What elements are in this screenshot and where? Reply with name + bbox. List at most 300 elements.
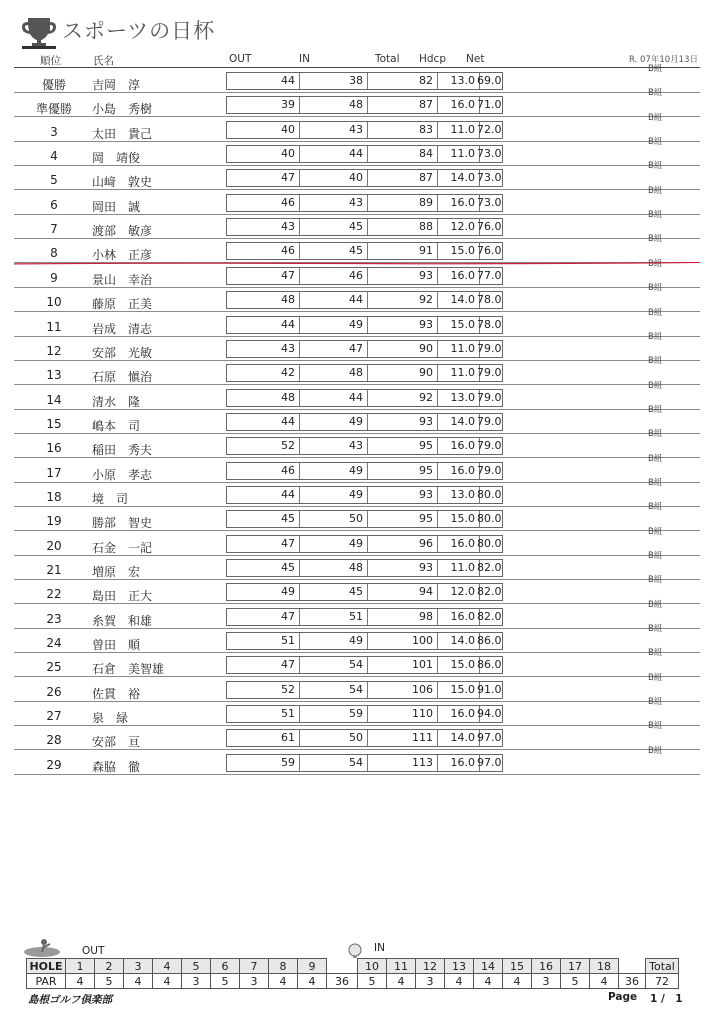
result-row [0, 745, 724, 775]
total-label: Total [646, 959, 679, 974]
player-name: 佐貫 裕 [92, 686, 141, 701]
total-score: 92 [419, 390, 433, 404]
net-score: 82.0 [477, 585, 502, 599]
hdcp-value: 13.0 [450, 390, 475, 404]
score-box [226, 194, 503, 212]
in-score: 48 [349, 366, 363, 380]
hdcp-value: 16.0 [450, 609, 475, 623]
result-row [0, 380, 724, 410]
group-label: B組 [648, 258, 663, 269]
player-name: 景山 幸治 [92, 272, 153, 287]
col-hdcp-header: Hdcp [419, 53, 446, 65]
net-score: 79.0 [477, 439, 502, 453]
total-score: 96 [419, 536, 433, 550]
rank-cell: 21 [46, 563, 62, 577]
net-score: 79.0 [477, 463, 502, 477]
net-score: 79.0 [477, 414, 502, 428]
group-label: B組 [648, 210, 663, 221]
score-box [226, 681, 503, 699]
out-score: 48 [281, 390, 295, 404]
hole-cell: 14 [474, 959, 503, 974]
hole-cell: 16 [532, 959, 561, 974]
player-name: 小林 正彦 [92, 248, 153, 263]
rank-cell: 8 [50, 246, 58, 261]
out-score: 48 [281, 293, 295, 307]
net-score: 76.0 [477, 244, 502, 258]
col-net-header: Net [466, 53, 485, 65]
rank-cell: 6 [50, 197, 58, 212]
group-label: B組 [648, 112, 663, 123]
out-score: 61 [281, 731, 295, 745]
in-score: 49 [349, 487, 363, 501]
result-row [0, 283, 724, 312]
total-score: 88 [419, 220, 433, 234]
net-score: 80.0 [477, 487, 502, 501]
score-box [226, 413, 503, 431]
net-score: 69.0 [477, 74, 502, 87]
par-cell: 5 [211, 974, 240, 989]
out-score: 44 [281, 487, 295, 501]
net-score: 79.0 [477, 366, 502, 380]
header-divider [14, 67, 700, 68]
par-table [26, 958, 679, 989]
result-row [0, 88, 724, 117]
out-score: 59 [281, 755, 295, 769]
group-label: B組 [648, 234, 663, 245]
page-number: 1 / 1 [650, 993, 683, 1005]
score-box [226, 364, 503, 382]
result-row [0, 161, 724, 190]
par-cell: 4 [387, 974, 416, 989]
in-score: 43 [349, 195, 363, 209]
hole-cell: 15 [503, 959, 532, 974]
player-name: 勝部 智史 [92, 516, 153, 531]
out-score: 49 [281, 585, 295, 599]
group-label: B組 [648, 429, 663, 440]
player-name: 安部 光敏 [92, 345, 153, 360]
result-row [0, 721, 724, 750]
net-score: 78.0 [477, 293, 502, 307]
result-row [0, 137, 724, 166]
total-score: 93 [419, 487, 433, 501]
hole-cell: 12 [416, 959, 445, 974]
group-label: B組 [648, 697, 663, 708]
out-score: 47 [281, 536, 295, 550]
group-label: B組 [648, 599, 663, 610]
score-box [226, 218, 503, 236]
total-score: 100 [412, 634, 433, 648]
player-name: 岡 靖俊 [92, 151, 141, 166]
par-cell: 3 [416, 974, 445, 989]
hole-cell: 7 [240, 959, 269, 974]
hdcp-value: 11.0 [450, 561, 475, 574]
score-box [226, 632, 503, 650]
par-cell: 4 [269, 974, 298, 989]
total-score: 95 [419, 512, 433, 526]
out-score: 45 [281, 512, 295, 526]
out-score: 47 [281, 268, 295, 282]
net-score: 79.0 [477, 341, 502, 355]
in-total-blank [619, 959, 646, 974]
in-score: 44 [349, 147, 363, 161]
result-row [0, 502, 724, 531]
group-label: B組 [648, 502, 663, 513]
score-box [226, 437, 503, 455]
out-score: 44 [281, 74, 295, 87]
group-label: B組 [648, 356, 663, 367]
score-box [226, 145, 503, 163]
rank-cell: 9 [50, 270, 58, 285]
par-cell: 4 [474, 974, 503, 989]
group-label: B組 [648, 137, 663, 148]
rank-cell: 20 [46, 538, 62, 553]
player-name: 森脇 徹 [92, 759, 141, 774]
out-score: 44 [281, 317, 295, 331]
hdcp-value: 14.0 [450, 414, 475, 428]
out-score: 45 [281, 561, 295, 574]
hdcp-value: 16.0 [450, 463, 475, 477]
player-name: 稲田 秀夫 [92, 443, 153, 458]
score-box [226, 169, 503, 187]
total-score: 90 [419, 366, 433, 380]
net-score: 86.0 [477, 658, 502, 672]
group-label: B組 [648, 64, 663, 74]
score-box [226, 559, 503, 577]
in-score: 44 [349, 293, 363, 307]
in-score: 54 [349, 755, 363, 769]
rank-cell: 11 [46, 319, 62, 334]
in-score: 43 [349, 122, 363, 136]
result-row [0, 112, 724, 142]
total-score: 110 [412, 707, 433, 721]
hole-cell: 9 [298, 959, 327, 974]
total-score: 93 [419, 561, 433, 574]
rank-cell: 18 [46, 489, 62, 504]
group-label: B組 [648, 88, 663, 99]
hdcp-value: 16.0 [450, 755, 475, 769]
hdcp-value: 14.0 [450, 731, 475, 745]
hole-cell: 1 [66, 959, 95, 974]
group-label: B組 [648, 380, 663, 391]
hole-cell: 6 [211, 959, 240, 974]
hdcp-value: 12.0 [450, 220, 475, 234]
rank-cell: 13 [46, 368, 62, 383]
par-total: 72 [646, 974, 679, 989]
hdcp-value: 15.0 [450, 512, 475, 526]
result-row [0, 429, 724, 458]
out-score: 51 [281, 634, 295, 648]
player-name: 石倉 美智雄 [92, 662, 165, 677]
total-score: 87 [419, 98, 433, 112]
rank-cell: 28 [46, 733, 62, 748]
player-name: 境 司 [92, 491, 129, 506]
player-name: 小島 秀樹 [92, 102, 153, 117]
result-row [0, 404, 724, 434]
group-label: B組 [648, 185, 663, 196]
total-score: 93 [419, 317, 433, 331]
hdcp-value: 11.0 [450, 341, 475, 355]
in-score: 49 [349, 463, 363, 477]
result-row [0, 258, 724, 288]
total-score: 83 [419, 122, 433, 136]
total-score: 101 [412, 658, 433, 672]
total-score: 93 [419, 268, 433, 282]
rank-cell: 14 [46, 392, 62, 407]
rank-cell: 22 [46, 587, 62, 602]
par-out-total: 36 [327, 974, 358, 989]
score-box [226, 583, 503, 601]
result-row [0, 599, 724, 629]
out-score: 47 [281, 171, 295, 185]
score-box [226, 705, 503, 723]
hole-cell: 2 [95, 959, 124, 974]
hdcp-value: 11.0 [450, 366, 475, 380]
score-box [226, 462, 503, 480]
par-cell: 3 [240, 974, 269, 989]
total-score: 95 [419, 463, 433, 477]
par-cell: 4 [503, 974, 532, 989]
net-score: 79.0 [477, 390, 502, 404]
total-score: 94 [419, 585, 433, 599]
player-name: 太田 貴己 [92, 126, 153, 141]
in-score: 49 [349, 414, 363, 428]
trophy-icon [18, 14, 60, 50]
score-box [226, 535, 503, 553]
group-label: B組 [648, 161, 663, 172]
score-box [226, 121, 503, 139]
total-score: 98 [419, 609, 433, 623]
hole-cell: 11 [387, 959, 416, 974]
out-score: 52 [281, 682, 295, 696]
hdcp-value: 15.0 [450, 658, 475, 672]
in-label: IN [374, 942, 385, 954]
net-score: 97.0 [477, 731, 502, 745]
player-name: 安部 亘 [92, 735, 141, 750]
par-cell: 4 [445, 974, 474, 989]
group-label: B組 [648, 526, 663, 537]
net-score: 82.0 [477, 561, 502, 574]
in-score: 43 [349, 439, 363, 453]
score-box [226, 389, 503, 407]
hole-cell: 10 [358, 959, 387, 974]
hole-cell: 4 [153, 959, 182, 974]
hdcp-value: 14.0 [450, 634, 475, 648]
hdcp-value: 12.0 [450, 585, 475, 599]
net-score: 73.0 [477, 195, 502, 209]
total-score: 111 [412, 731, 433, 745]
score-box [226, 291, 503, 309]
out-score: 39 [281, 98, 295, 112]
in-score: 54 [349, 682, 363, 696]
hdcp-value: 14.0 [450, 171, 475, 185]
net-score: 73.0 [477, 171, 502, 185]
hdcp-value: 16.0 [450, 707, 475, 721]
score-box [226, 486, 503, 504]
rank-cell: 24 [46, 636, 62, 651]
hdcp-value: 16.0 [450, 439, 475, 453]
result-row [0, 210, 724, 239]
net-score: 82.0 [477, 609, 502, 623]
result-row [0, 307, 724, 337]
in-score: 47 [349, 341, 363, 355]
group-label: B組 [648, 307, 663, 318]
result-row [0, 575, 724, 604]
in-score: 44 [349, 390, 363, 404]
player-name: 嶋本 司 [92, 418, 141, 433]
net-score: 78.0 [477, 317, 502, 331]
net-score: 77.0 [477, 268, 502, 282]
out-score: 42 [281, 366, 295, 380]
group-label: B組 [648, 283, 663, 294]
player-name: 山﨑 敦史 [92, 175, 153, 190]
hole-label: HOLE [27, 959, 66, 974]
hole-row [27, 959, 679, 974]
hole-cell: 18 [590, 959, 619, 974]
rank-cell: 16 [46, 441, 62, 456]
net-score: 80.0 [477, 536, 502, 550]
in-score: 59 [349, 707, 363, 721]
total-score: 84 [419, 147, 433, 161]
score-box [226, 72, 503, 90]
col-name-header: 氏名 [93, 55, 114, 67]
par-cell: 4 [153, 974, 182, 989]
net-score: 72.0 [477, 122, 502, 136]
row-divider [14, 774, 700, 775]
total-score: 106 [412, 682, 433, 696]
hdcp-value: 15.0 [450, 317, 475, 331]
net-score: 76.0 [477, 220, 502, 234]
group-label: B組 [648, 551, 663, 561]
hdcp-value: 13.0 [450, 74, 475, 87]
out-score: 51 [281, 707, 295, 721]
total-score: 93 [419, 414, 433, 428]
result-row [0, 697, 724, 726]
in-score: 49 [349, 634, 363, 648]
out-label: OUT [82, 945, 105, 957]
golfer-icon [22, 938, 64, 958]
rank-cell: 27 [46, 709, 62, 724]
total-score: 95 [419, 439, 433, 453]
in-score: 45 [349, 220, 363, 234]
in-score: 54 [349, 658, 363, 672]
in-score: 45 [349, 244, 363, 258]
out-score: 40 [281, 122, 295, 136]
hdcp-value: 16.0 [450, 195, 475, 209]
player-name: 藤原 正美 [92, 297, 153, 312]
player-name: 石金 一記 [92, 540, 153, 555]
result-row [0, 648, 724, 677]
result-row [0, 672, 724, 702]
hdcp-value: 15.0 [450, 682, 475, 696]
rank-cell: 29 [46, 757, 62, 772]
result-row [0, 356, 724, 385]
in-score: 49 [349, 536, 363, 550]
total-score: 87 [419, 171, 433, 185]
out-score: 43 [281, 220, 295, 234]
par-cell: 4 [590, 974, 619, 989]
player-name: 渡部 敏彦 [92, 224, 153, 239]
par-in-total: 36 [619, 974, 646, 989]
par-cell: 3 [182, 974, 211, 989]
in-score: 48 [349, 561, 363, 574]
in-score: 48 [349, 98, 363, 112]
hdcp-value: 15.0 [450, 244, 475, 258]
total-score: 89 [419, 195, 433, 209]
score-box [226, 96, 503, 114]
result-row [0, 234, 724, 263]
out-score: 46 [281, 463, 295, 477]
player-name: 吉岡 淳 [92, 78, 141, 92]
group-label: B組 [648, 477, 663, 488]
col-total-header: Total [375, 53, 400, 65]
rank-cell: 15 [46, 416, 62, 431]
hdcp-value: 14.0 [450, 293, 475, 307]
score-box [226, 242, 503, 260]
rank-cell: 3 [50, 124, 58, 139]
par-label: PAR [27, 974, 66, 989]
rank-cell: 23 [46, 611, 62, 626]
in-score: 45 [349, 585, 363, 599]
hdcp-value: 16.0 [450, 268, 475, 282]
out-score: 47 [281, 609, 295, 623]
net-score: 71.0 [477, 98, 502, 112]
in-score: 51 [349, 609, 363, 623]
total-score: 92 [419, 293, 433, 307]
score-box [226, 729, 503, 747]
in-score: 38 [349, 74, 363, 87]
net-score: 80.0 [477, 512, 502, 526]
in-score: 40 [349, 171, 363, 185]
group-label: B組 [648, 453, 663, 464]
hdcp-value: 16.0 [450, 98, 475, 112]
player-name: 岩成 清志 [92, 321, 153, 336]
result-row [0, 624, 724, 653]
out-score: 46 [281, 195, 295, 209]
in-score: 50 [349, 731, 363, 745]
hole-cell: 5 [182, 959, 211, 974]
out-score: 43 [281, 341, 295, 355]
hdcp-value: 13.0 [450, 487, 475, 501]
player-name: 増原 宏 [92, 565, 141, 579]
rank-cell: 7 [50, 222, 58, 237]
hole-cell: 3 [124, 959, 153, 974]
net-score: 97.0 [477, 755, 502, 769]
hdcp-value: 11.0 [450, 122, 475, 136]
par-cell: 5 [358, 974, 387, 989]
score-box [226, 340, 503, 358]
out-score: 44 [281, 414, 295, 428]
col-in-header: IN [299, 53, 310, 65]
player-name: 岡田 誠 [92, 199, 141, 214]
net-score: 91.0 [477, 682, 502, 696]
total-score: 113 [412, 755, 433, 769]
result-row [0, 477, 724, 507]
par-cell: 4 [124, 974, 153, 989]
player-name: 小原 孝志 [92, 467, 153, 482]
net-score: 86.0 [477, 634, 502, 648]
group-label: B組 [648, 575, 663, 586]
net-score: 94.0 [477, 707, 502, 721]
par-cell: 5 [561, 974, 590, 989]
result-row [0, 185, 724, 215]
group-label: B組 [648, 404, 663, 415]
result-row [0, 526, 724, 556]
player-name: 島田 正大 [92, 589, 153, 604]
par-cell: 4 [298, 974, 327, 989]
group-label: B組 [648, 721, 663, 732]
group-label: B組 [648, 624, 663, 635]
rank-cell: 25 [46, 660, 62, 675]
